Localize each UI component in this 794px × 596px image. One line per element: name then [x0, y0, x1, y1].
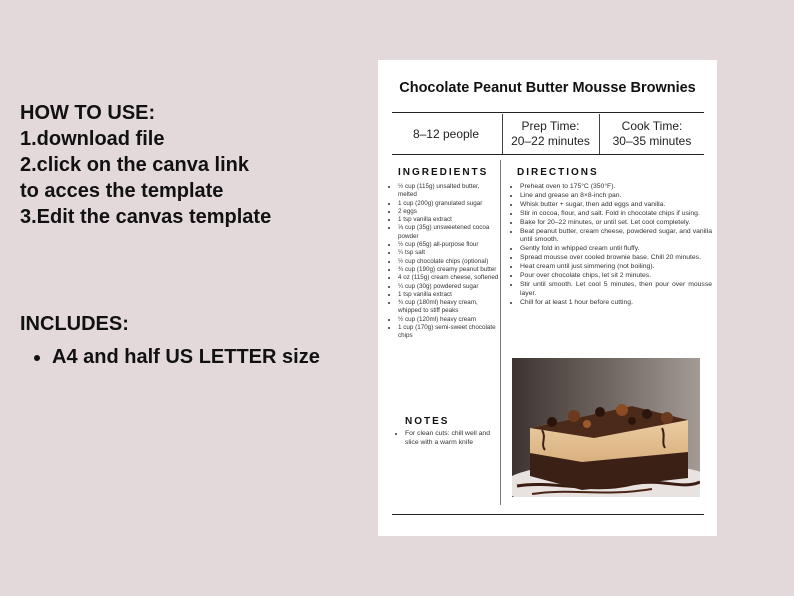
footer-rule [392, 514, 704, 515]
direction-step: • Heat cream until just simmering (not boiling). [520, 263, 712, 272]
ingredient-item: • ½ cup chocolate chips (optional) [398, 258, 500, 266]
how-to-use-section [20, 100, 271, 230]
how-to-line: 3.Edit the canvas template [20, 206, 272, 228]
direction-step: • Chill for at least 1 hour before cutting. [520, 299, 712, 308]
ingredient-item: • ¼ cup (30g) powdered sugar [398, 283, 500, 291]
servings: 8–12 people [412, 126, 480, 141]
direction-step: • Preheat oven to 175°C (350°F). [520, 183, 712, 192]
direction-step: • Pour over chocolate chips, let sit 2 minutes. [520, 272, 712, 281]
prep-time: Prep Time: 20–22 minutes [511, 119, 590, 148]
ingredient-item: • 2 eggs [398, 208, 500, 216]
how-to-line: 1.download file [20, 128, 165, 150]
column-divider [500, 160, 501, 505]
ingredient-item: • 1 cup (200g) granulated sugar [398, 200, 500, 208]
ingredient-item: • 4 oz (115g) cream cheese, softened [398, 274, 500, 282]
title-rule [392, 112, 704, 113]
cook-time: Cook Time: 30–35 minutes [612, 119, 692, 148]
ingredient-item: • 1 tsp vanilla extract [398, 291, 500, 299]
direction-step: • Whisk butter + sugar, then add eggs and vanilla. [520, 201, 712, 210]
ingredient-item: • 1 tsp vanilla extract [398, 216, 500, 224]
ingredients-heading: INGREDIENTS [398, 167, 489, 178]
ingredient-item: • 1 cup (170g) semi-sweet chocolate chips [398, 324, 500, 341]
ingredient-item: • ½ cup (115g) unsalted butter, melted [398, 183, 500, 200]
ingredient-item: • ¾ cup (180ml) heavy cream, whipped to stiff peaks [398, 299, 500, 316]
directions-list [511, 183, 712, 308]
recipe-card [378, 60, 717, 536]
ingredients-list [388, 183, 500, 341]
direction-step: • Line and grease an 8×8-inch pan. [520, 192, 712, 201]
direction-step: • Stir until smooth. Let cool 5 minutes, then pour over mousse layer. [520, 281, 712, 299]
brownie-photo [512, 358, 700, 497]
brownie-illustration [512, 358, 700, 497]
includes-item: • A4 and half US LETTER size [52, 344, 320, 370]
direction-step: • Gently fold in whipped cream until fluffy. [520, 245, 712, 254]
ingredient-item: • ¼ tsp salt [398, 249, 500, 257]
notes-list [395, 429, 503, 447]
note-item: • For clean cuts: chill well and slice with a warm knife [405, 429, 503, 447]
ingredient-item: • ½ cup (120ml) heavy cream [398, 316, 500, 324]
how-to-line: to acces the template [20, 180, 224, 202]
includes-title: INCLUDES: [20, 313, 129, 335]
recipe-title: Chocolate Peanut Butter Mousse Brownies [399, 80, 696, 96]
directions-heading: DIRECTIONS [517, 167, 599, 178]
how-to-line: 2.click on the canva link [20, 154, 249, 176]
includes-list [20, 344, 320, 370]
ingredient-item: • ½ cup (65g) all-purpose flour [398, 241, 500, 249]
direction-step: • Bake for 20–22 minutes, or until set. Let cool completely. [520, 219, 712, 228]
direction-step: • Spread mousse over cooled brownie base. Chill 20 minutes. [520, 254, 712, 263]
notes-heading: NOTES [405, 416, 450, 427]
includes-section [20, 312, 320, 370]
direction-step: • Stir in cocoa, flour, and salt. Fold in chocolate chips if using. [520, 210, 712, 219]
ingredient-item: • ¾ cup (190g) creamy peanut butter [398, 266, 500, 274]
how-to-line: HOW TO USE: [20, 102, 156, 124]
meta-rule [392, 154, 704, 155]
direction-step: • Beat peanut butter, cream cheese, powdered sugar, and vanilla until smooth. [520, 228, 712, 246]
ingredient-item: • ⅓ cup (35g) unsweetened cocoa powder [398, 224, 500, 241]
